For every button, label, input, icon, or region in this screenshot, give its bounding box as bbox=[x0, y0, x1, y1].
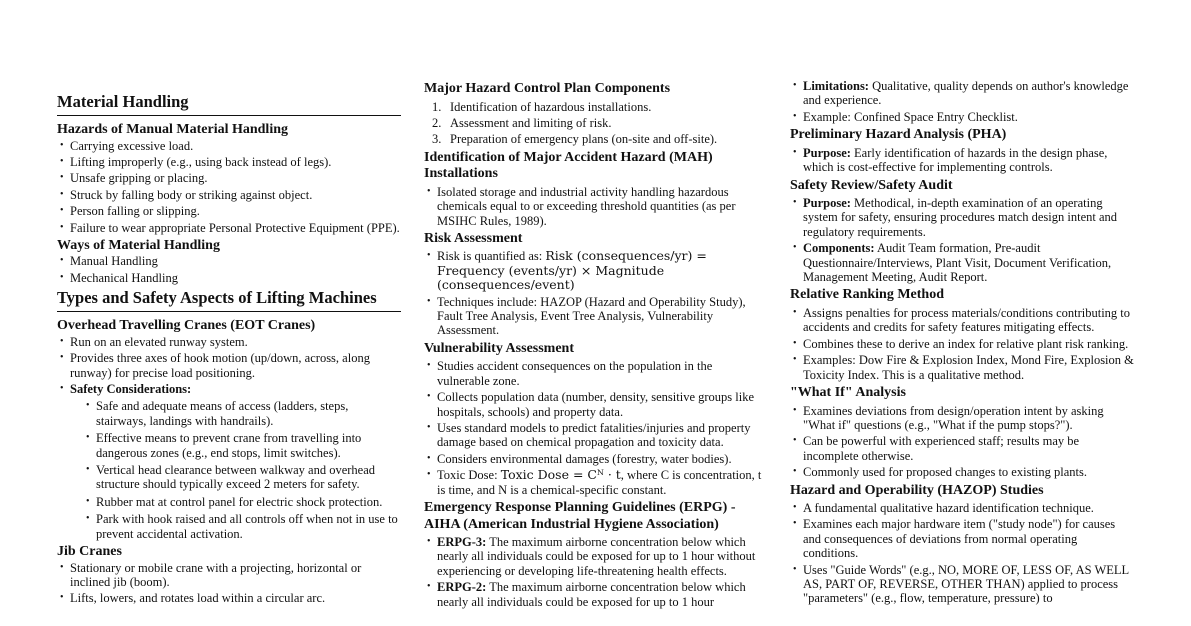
list-item: • Carrying excessive load. bbox=[57, 139, 401, 153]
heading-mah: Identification of Major Accident Hazard (MAH) Installations bbox=[424, 149, 713, 182]
list-item: 2. Assessment and limiting of risk. bbox=[432, 115, 612, 130]
hazop-list bbox=[790, 501, 1135, 606]
list-item: • A fundamental qualitative hazard identification technique. bbox=[790, 501, 1135, 515]
list-item: 3. Preparation of emergency plans (on-site and off-site). bbox=[432, 132, 718, 147]
column-2 bbox=[424, 79, 768, 612]
audit-list bbox=[790, 196, 1135, 284]
list-item: • Example: Confined Space Entry Checklist. bbox=[790, 110, 1135, 124]
heading-relative-ranking: Relative Ranking Method bbox=[790, 287, 944, 303]
list-item: • Uses standard models to predict fatalities/injuries and property damage based on chemical propagation and toxicity data. bbox=[424, 421, 768, 450]
hazards-list bbox=[57, 139, 401, 235]
heading-vulnerability: Vulnerability Assessment bbox=[424, 340, 575, 356]
safety-list bbox=[70, 399, 401, 541]
risk-formula: Risk (consequences/yr) = Frequency (events/yr) × Magnitude (consequences/event) bbox=[437, 248, 707, 293]
list-item: • ERPG-3: The maximum airborne concentration below which nearly all individuals could be exposed for up to 1 hour without experiencing or developing life-threatening health effects. bbox=[424, 535, 768, 578]
list-item: • Components: Audit Team formation, Pre-audit Questionnaire/Interviews, Plant Visit, Document Verification, Management Meeting, Audit Report. bbox=[790, 241, 1135, 284]
list-item: • Toxic Dose: Toxic Dose = Cᴺ · t, where C is concentration, t is time, and N is a chemical-specific constant. bbox=[424, 468, 768, 497]
list-item: • Lifts, lowers, and rotates load within a circular arc. bbox=[57, 591, 401, 605]
safety-label: Safety Considerations: bbox=[70, 381, 192, 396]
section-title-lifting-machines: Types and Safety Aspects of Lifting Machines bbox=[57, 288, 401, 312]
mah-list bbox=[424, 185, 768, 228]
heading-mhcp: Major Hazard Control Plan Components bbox=[424, 81, 671, 96]
list-item: • Purpose: Methodical, in-depth examination of an operating system for safety, ensuring procedures match design intent and regulatory requirements. bbox=[790, 196, 1135, 239]
list-item: • Safe and adequate means of access (ladders, steps, stairways, landings with handrails). bbox=[83, 399, 401, 428]
erpg-list bbox=[424, 535, 768, 609]
toxic-formula: Toxic Dose = Cᴺ · t bbox=[500, 467, 621, 483]
heading-ways-material-handling: Ways of Material Handling bbox=[57, 237, 220, 253]
column-3 bbox=[790, 79, 1135, 609]
heading-hazards-manual-handling: Hazards of Manual Material Handling bbox=[57, 122, 288, 137]
heading-jib-cranes: Jib Cranes bbox=[57, 544, 122, 560]
ways-list bbox=[57, 254, 401, 285]
list-item: • Limitations: Qualitative, quality depends on author's knowledge and experience. bbox=[790, 79, 1135, 108]
pha-list bbox=[790, 146, 1135, 175]
list-item: • Lifting improperly (e.g., using back instead of legs). bbox=[57, 155, 401, 169]
vuln-list bbox=[424, 359, 768, 497]
heading-pha: Preliminary Hazard Analysis (PHA) bbox=[790, 127, 1007, 143]
checklist-list bbox=[790, 79, 1135, 124]
jib-list bbox=[57, 561, 401, 606]
list-item: • Assigns penalties for process materials/conditions contributing to accidents and credits for safety features mitigating effects. bbox=[790, 306, 1135, 335]
risk-list bbox=[424, 249, 768, 337]
list-item: • Person falling or slipping. bbox=[57, 204, 401, 218]
heading-risk-assessment: Risk Assessment bbox=[424, 230, 523, 246]
column-1 bbox=[57, 92, 401, 609]
list-item: • Uses "Guide Words" (e.g., NO, MORE OF, LESS OF, AS WELL AS, PART OF, REVERSE, OTHER THAN) applied to process "parameters" (e.g., flow, temperature, pressure) to bbox=[790, 563, 1135, 606]
list-item: • Considers environmental damages (forestry, water bodies). bbox=[424, 452, 768, 466]
mhcp-list bbox=[424, 100, 768, 147]
list-item: 1. Identification of hazardous installations. bbox=[432, 99, 652, 114]
list-item: • Techniques include: HAZOP (Hazard and Operability Study), Fault Tree Analysis, Event Tree Analysis, Vulnerability Assessment. bbox=[424, 295, 768, 338]
list-item: • Risk is quantified as: Risk (consequences/yr) = Frequency (events/yr) × Magnitude (consequences/event) bbox=[424, 249, 768, 292]
list-item: • Effective means to prevent crane from travelling into dangerous zones (e.g., end stops, limit switches). bbox=[83, 431, 401, 460]
whatif-list bbox=[790, 404, 1135, 480]
heading-safety-audit: Safety Review/Safety Audit bbox=[790, 177, 953, 193]
list-item: • Examines deviations from design/operation intent by asking "What if" questions (e.g., "What if the pump stops?"). bbox=[790, 404, 1135, 433]
list-item: • Purpose: Early identification of hazards in the design phase, which is cost-effective for implementing controls. bbox=[790, 146, 1135, 175]
heading-what-if: "What If" Analysis bbox=[790, 385, 906, 400]
list-item: • Can be powerful with experienced staff; results may be incomplete otherwise. bbox=[790, 434, 1135, 463]
list-item: • Mechanical Handling bbox=[57, 271, 401, 285]
list-item-safety bbox=[57, 382, 401, 541]
list-item: • Provides three axes of hook motion (up/down, across, along runway) for precise load positioning. bbox=[57, 351, 401, 380]
list-item: • Stationary or mobile crane with a projecting, horizontal or inclined jib (boom). bbox=[57, 561, 401, 590]
list-item: • Park with hook raised and all controls off when not in use to prevent accidental activation. bbox=[83, 512, 401, 541]
heading-hazop: Hazard and Operability (HAZOP) Studies bbox=[790, 482, 1044, 498]
list-item: • Commonly used for proposed changes to existing plants. bbox=[790, 465, 1135, 479]
list-item: • Unsafe gripping or placing. bbox=[57, 171, 401, 185]
list-item: • Combines these to derive an index for relative plant risk ranking. bbox=[790, 337, 1135, 351]
list-item: • Struck by falling body or striking against object. bbox=[57, 188, 401, 202]
list-item: • Failure to wear appropriate Personal Protective Equipment (PPE). bbox=[57, 221, 401, 235]
heading-eot-cranes: Overhead Travelling Cranes (EOT Cranes) bbox=[57, 318, 316, 334]
list-item: • ERPG-2: The maximum airborne concentration below which nearly all individuals could be exposed for up to 1 hour bbox=[424, 580, 768, 609]
section-title-material-handling: Material Handling bbox=[57, 92, 401, 116]
list-item: • Studies accident consequences on the population in the vulnerable zone. bbox=[424, 359, 768, 388]
list-item: • Vertical head clearance between walkway and overhead structure should typically exceed 2 meters for safety. bbox=[83, 463, 401, 492]
list-item: • Isolated storage and industrial activity handling hazardous chemicals equal to or exceeding threshold quantities (as per MSIHC Rules, 1989). bbox=[424, 185, 768, 228]
list-item: • Examines each major hardware item ("study node") for causes and consequences of deviations from normal operating conditions. bbox=[790, 517, 1135, 560]
list-item: • Run on an elevated runway system. bbox=[57, 335, 401, 349]
list-item: • Rubber mat at control panel for electric shock protection. bbox=[83, 495, 401, 509]
list-item: • Examples: Dow Fire & Explosion Index, Mond Fire, Explosion & Toxicity Index. This is a qualitative method. bbox=[790, 353, 1135, 382]
rrm-list bbox=[790, 306, 1135, 382]
list-item: • Manual Handling bbox=[57, 254, 401, 268]
heading-erpg: Emergency Response Planning Guidelines (ERPG) - AIHA (American Industrial Hygiene Association) bbox=[424, 500, 736, 532]
eot-list bbox=[57, 335, 401, 541]
list-item: • Collects population data (number, density, sensitive groups like hospitals, schools) and property data. bbox=[424, 390, 768, 419]
